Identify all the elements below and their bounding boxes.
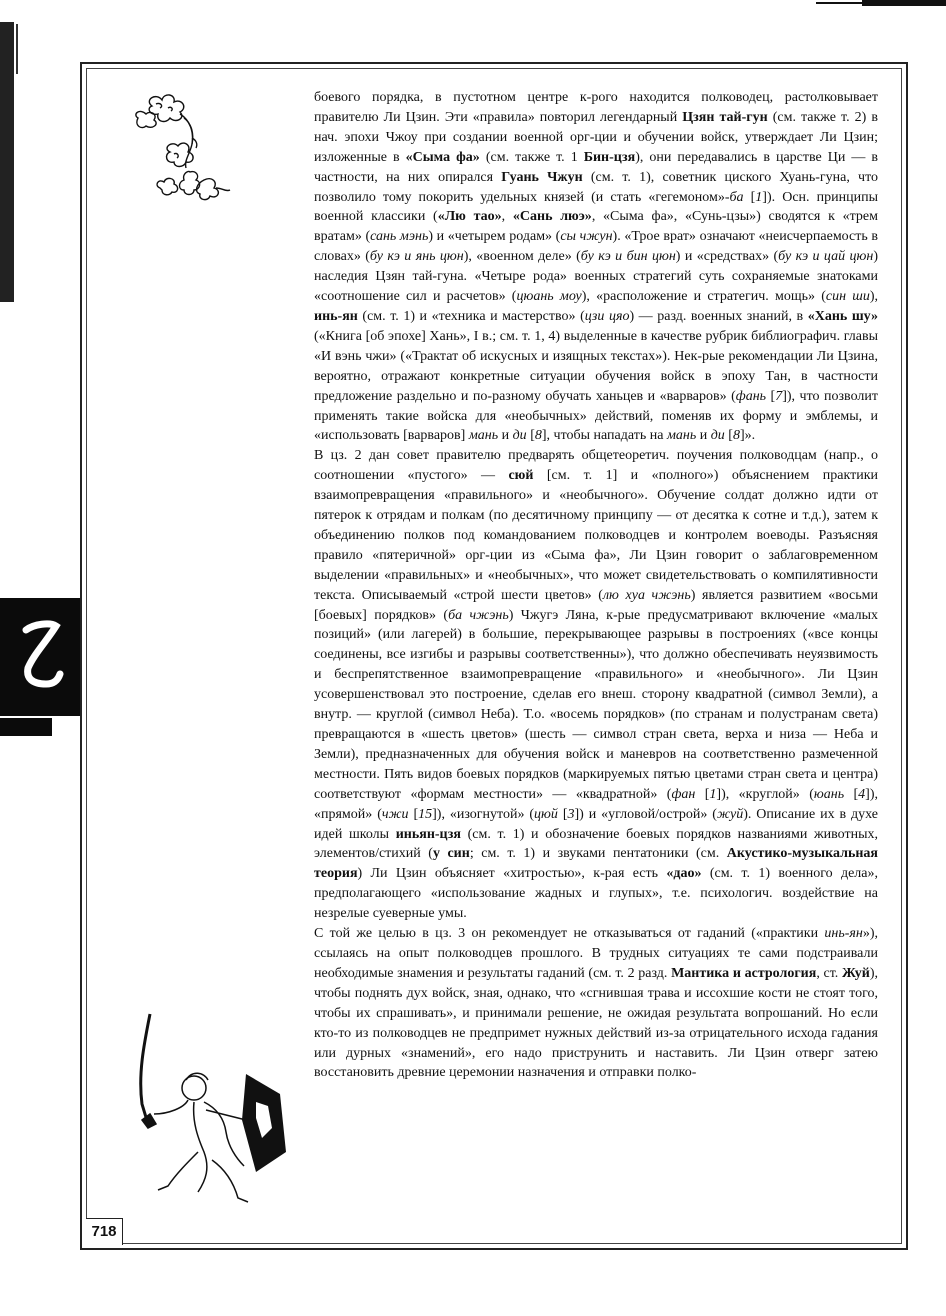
section-thumb-tab-tail: [0, 718, 52, 736]
italic-term: 3: [567, 806, 575, 822]
text-run: ]) и «угловой/острой» (: [574, 806, 717, 822]
italic-term: сань мэнь: [370, 229, 429, 245]
italic-term: 7: [775, 388, 783, 404]
text-run: [: [724, 428, 733, 444]
bold-term: у син: [432, 846, 470, 862]
italic-term: чжи: [381, 806, 409, 822]
text-run: ]), что позволит применять такие войска для «необычных» действий, поменяв их форму и эмблемы, и «использовать [варваров]: [314, 388, 878, 444]
text-run: ). «Трое врат» означают «неисчерпаемость в словах» (: [314, 229, 878, 265]
text-run: ]). Осн. принципы военной классики (: [314, 189, 878, 225]
text-run: ], чтобы нападать на: [541, 428, 667, 444]
italic-term: юань: [813, 786, 845, 802]
body-paragraph: [314, 88, 878, 446]
text-run: ). Описание их в духе идей школы: [314, 806, 878, 842]
bold-term: Цзян тай-гун: [682, 109, 768, 125]
italic-term: бу кэ и бин цюн: [580, 249, 676, 265]
italic-term: цюань моу: [516, 289, 582, 305]
italic-term: лю хуа чжэнь: [602, 587, 691, 603]
text-run: (см. т. 1) военного дела», предполагающего «использование жадных и глупых», т.е. психологич. воздействие на незрелые суеверные умы.: [314, 866, 878, 922]
italic-term: жуй: [716, 806, 744, 822]
italic-term: бу кэ и янь цюн: [369, 249, 464, 265]
text-run: («Книга [об эпохе] Хань», I в.; см. т. 1, 4) выделенные в качестве рубрик библиографич. главы «И вэнь чжи» («Трактат об искусных и изящных текстах»). Нек-рые рекомендации Ли Цзина, вероятно, отражают конкретные ситуации обучения войск в эпоху Тан, в частности предложение раздельно и по-разному обучать ханьцев и «варваров» (: [314, 328, 878, 404]
italic-term: 15: [418, 806, 433, 822]
italic-term: син ши: [825, 289, 870, 305]
body-paragraph: [314, 924, 878, 1083]
bold-term: сюй: [508, 468, 534, 484]
bold-term: Гуань Чжун: [501, 169, 583, 185]
text-run: (см. также т. 1: [479, 149, 584, 165]
text-run: С той же целью в цз. 3 он рекомендует не отказываться от гаданий («практики: [314, 926, 825, 942]
cloud-dragon-illustration: [130, 88, 240, 208]
italic-term: фан: [671, 786, 696, 802]
left-edge-strip: [0, 22, 14, 302]
text-run: [: [743, 189, 756, 205]
bold-term: иньян-цзя: [395, 826, 461, 842]
italic-term: ба чжэнь: [448, 607, 509, 623]
text-run: ), они передавались в царстве Ци — в частности, на них опирался: [314, 149, 879, 185]
text-run: »), ссылаясь на опыт полководцев прошлого. В трудных ситуациях те сами подстраивали необходимые знамения и результаты гаданий (см. т. 2 разд.: [314, 926, 878, 981]
text-run: (см. т. 1) и обозначение боевых порядков названиями животных, элементов/стихий (: [314, 826, 878, 862]
text-run: [: [695, 786, 710, 802]
italic-term: 1: [755, 189, 763, 205]
section-thumb-tab: [0, 598, 82, 716]
bold-term: «дао»: [666, 866, 702, 882]
chinese-character-icon: [16, 608, 64, 698]
text-run: ]».: [739, 428, 756, 444]
bold-term: Мантика и астрология: [671, 965, 817, 981]
text-run: [: [844, 786, 859, 802]
bold-term: «Сыма фа»: [405, 149, 480, 165]
text-run: ) Чжугэ Ляна, к-рые предусматривают включение «малых позиций» (или лагерей) в большие, перекрывающее разрывы в построениях («все концы соединены, все изгибы и разрывы соответственны»), что должно обеспечивать неуязвимость и беспрепятственное взаимопревращение «правильного» и «необычного». Ли Цзин усовершенствовал это построение, сделав его внеш. сторону квадратной (символ Земли), а внутр. — круглой (символ Неба). Т.о. «восемь порядков» (по странам и полустранам света) превращаются в «шесть цветов» (шесть — символ стран света, верха и низа — Неба и Земли), предназначенных для обучения войск и маневров на соответственно размеченной местности. Пять видов боевых порядков (маркируемых пятью цветами стран света и центра) соответствуют «формам местности» — «квадратной» (: [314, 607, 878, 802]
text-run: ; см. т. 1) и звуками пентатоники (см.: [469, 846, 727, 862]
text-run: и: [498, 428, 513, 444]
bold-term: «Хань шу»: [807, 308, 879, 324]
text-run: [см. т. 1] и «полного») объяснением практики взаимопревращения «правильного» и «необычного». Обучение солдат должно идти от пятерок к отрядам и полкам (по десятичному принципу — от десятка к сотне и т.д.), затем к объединению полков под командованием полководцев и контролем воеводы. Разъясняя правило «пятеричной» орг-ции из «Сыма фа», Ли Цзин говорит о заблаговременном выделении «правильных» и «необычных», что может свидетельствовать о компилятивности текста. Описываемый «строй шести цветов» (: [314, 468, 878, 603]
italic-term: фань: [735, 388, 767, 404]
italic-term: цюй: [534, 806, 558, 822]
text-run: ) — разд. военных знаний, в: [629, 308, 808, 324]
text-run: [: [526, 428, 535, 444]
bold-term: Акустико-музыкальная теория: [314, 846, 878, 882]
corner-ornament: [862, 0, 946, 6]
italic-term: 4: [858, 786, 866, 802]
text-run: ) наследия Цзян тай-гуна. «Четыре рода» военных стратегий суть сохраняемые знатоками «соотношение сил и расчетов» (: [314, 249, 878, 305]
italic-term: мань: [468, 428, 499, 444]
italic-term: ба: [729, 189, 744, 205]
text-run: [: [408, 806, 419, 822]
text-run: боевого порядка, в пустотном центре к-рого находится полководец, растолковывает правителю Ли Цзин. Эти «правила» повторил легендарный: [314, 90, 878, 125]
italic-term: ди: [710, 428, 725, 444]
text-run: (см. также т. 2) в нач. эпохи Чжоу при создании военной орг-ции и обучении войск, утверждает Ли Цзин; изложенные в: [314, 109, 878, 165]
italic-term: инь-ян: [824, 926, 863, 942]
italic-term: 8: [534, 428, 542, 444]
text-run: , ст.: [816, 965, 842, 981]
page-number: 718: [86, 1218, 123, 1245]
bold-term: инь-ян: [314, 308, 358, 324]
italic-term: сы чжун: [560, 229, 613, 245]
text-run: ,: [501, 209, 513, 225]
text-run: [: [766, 388, 776, 404]
warrior-illustration: [128, 1010, 298, 1210]
text-run: ) и «четырем родам» (: [428, 229, 561, 245]
article-text-column: [314, 88, 878, 1083]
text-run: В цз. 2 дан совет правителю предварять общетеоретич. поучения полководцам (напр., о соотношении «пустого» —: [314, 448, 878, 484]
italic-term: цзи цяо: [584, 308, 630, 324]
italic-term: 8: [732, 428, 740, 444]
text-run: ), чтобы поднять дух войск, зная, однако, что «сгнившая трава и иссохшие кости не стоят того, чтобы их спрашивать», и принимали решение, не ожидая результата вопрошаний. Но если кто-то из полководцев не предпримет нужных действий из-за отрицательного исхода гадания или дурных «знамений», его надо приструнить и наставить. Ли Цзин отверг затею восстановить древние церемонии назначения и отправки полко-: [314, 965, 879, 1081]
text-run: ),: [869, 289, 879, 305]
text-run: ) Ли Цзин объясняет «хитростью», к-рая есть: [357, 866, 667, 882]
text-run: ]), «круглой» (: [716, 786, 814, 802]
italic-term: бу кэ и цай цюн: [778, 249, 874, 265]
italic-term: 1: [709, 786, 717, 802]
bold-term: «Лю тао»: [437, 209, 502, 225]
italic-term: ди: [512, 428, 527, 444]
text-run: и: [696, 428, 711, 444]
bold-term: «Сань люэ»: [512, 209, 592, 225]
text-run: ) является развитием «восьми [боевых] порядков» (: [314, 587, 879, 623]
text-run: ]), «прямой» (: [314, 786, 878, 822]
text-run: (см. т. 1) и «техника и мастерство» (: [357, 308, 585, 324]
text-run: ), «военном деле» (: [463, 249, 581, 265]
bold-term: Жуй: [842, 965, 870, 981]
bold-term: Бин-цзя: [583, 149, 636, 165]
left-edge-line: [16, 24, 18, 74]
text-run: (см. т. 1), советник циского Хуань-гуна, что позволило тому покорить удельных князей (и стать «гегемоном»-: [314, 169, 879, 205]
italic-term: мань: [666, 428, 697, 444]
text-run: ) и «средствах» (: [675, 249, 779, 265]
text-run: ]), «изогнутой» (: [432, 806, 535, 822]
text-run: ), «расположение и стратегич. мощь» (: [581, 289, 826, 305]
text-run: [: [557, 806, 568, 822]
text-run: , «Сыма фа», «Сунь-цзы») сводятся к «трем вратам» (: [314, 209, 879, 245]
body-paragraph: [314, 446, 878, 924]
